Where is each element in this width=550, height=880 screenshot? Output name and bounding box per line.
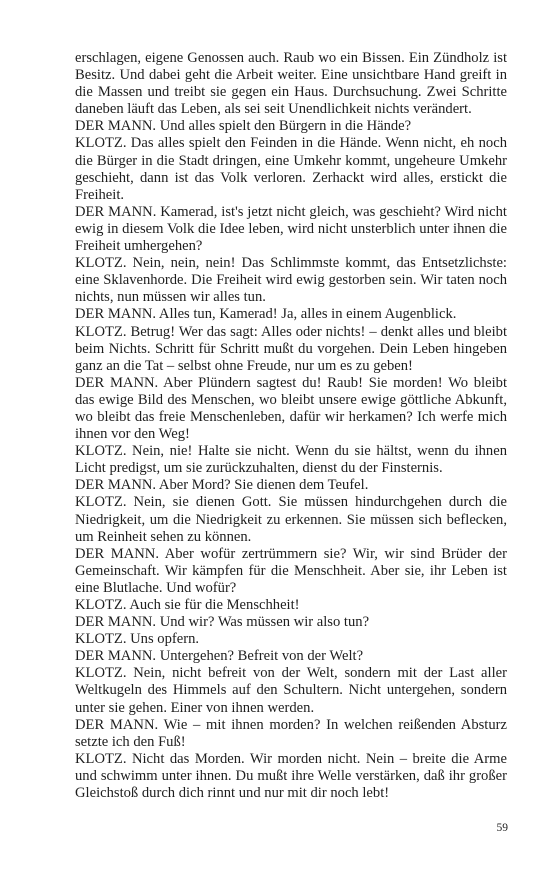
paragraph-4: DER MANN. Kamerad, ist's jetzt nicht gleich, was geschieht? Wird nicht ewig in diesem Volk die Idee leben, wird nicht unsterblich unter ihnen die Freiheit umhergehen? [75,203,507,255]
paragraph-17: KLOTZ. Nein, nicht befreit von der Welt, sondern mit der Last aller Weltkugeln des Himmels auf den Schultern. Nicht untergehen, sondern unter sie gehen. Einer von ihnen werden. [75,665,507,716]
paragraph-15: KLOTZ. Uns opfern. [75,631,200,648]
page-number: 59 [496,822,508,834]
paragraph-7: KLOTZ. Betrug! Wer das sagt: Alles oder nichts! – denkt alles und bleibt beim Nichts. Schritt für Schritt mußt du vorgehen. Dein Leben hingeben ganz an die Tat – selbst ohne Freude, nur um es zu geben! [75,323,507,374]
paragraph-13: KLOTZ. Auch sie für die Menschheit! [75,597,300,613]
paragraph-14: DER MANN. Und wir? Was müssen wir also tun? [75,614,370,631]
paragraph-2: DER MANN. Und alles spielt den Bürgern in die Hände? [75,118,412,135]
paragraph-3: KLOTZ. Das alles spielt den Feinden in die Hände. Wenn nicht, eh noch die Bürger in die Stadt dringen, eine Umkehr kommt, ungeheure Umkehr geschieht, dann ist das Volk verloren. Zerhackt wird alles, erstickt die Freiheit. [75,135,507,203]
paragraph-19: KLOTZ. Nicht das Morden. Wir morden nicht. Nein – breite die Arme und schwimm unter ihnen. Du mußt ihre Welle verstärken, daß ihr großer Gleichstoß durch dich rinnt und nur mit dir noch lebt! [75,750,507,802]
paragraph-5: KLOTZ. Nein, nein, nein! Das Schlimmste kommt, das Entsetzlichste: eine Sklavenhorde. Die Freiheit wird ewig gestorben sein. Wir taten noch nichts, nun müssen wir alles tun. [75,255,507,306]
paragraph-6: DER MANN. Alles tun, Kamerad! Ja, alles in einem Augenblick. [75,306,457,323]
paragraph-18: DER MANN. Wie – mit ihnen morden? In welchen reißenden Absturz setzte ich den Fuß! [75,716,507,750]
paragraph-16: DER MANN. Untergehen? Befreit von der Welt? [75,648,364,665]
body-text [75,50,507,802]
paragraph-9: KLOTZ. Nein, nie! Halte sie nicht. Wenn du sie hältst, wenn du ihnen Licht predigst, um sie zurückzuhalten, dienst du der Finsternis. [75,443,507,477]
paragraph-11: KLOTZ. Nein, sie dienen Gott. Sie müssen hindurchgehen durch die Niedrigkeit, um die Niedrigkeit zu erkennen. Sie müssen sich beflecken, um Reinheit sehen zu können. [75,494,507,545]
paragraph-1: erschlagen, eigene Genossen auch. Raub wo ein Bissen. Ein Zündholz ist Besitz. Und dabei geht die Arbeit weiter. Eine unsichtbare Hand greift in die Massen und treibt sie gegen ein Haus. Durchsuchung. Zwei Schritte daneben läuft das Leben, als sei seit Unendlichkeit nichts verändert. [75,50,507,118]
paragraph-12: DER MANN. Aber wofür zertrümmern sie? Wir, wir sind Brüder der Gemeinschaft. Wir kämpfen für die Menschheit. Aber sie, ihr Leben ist eine Blutlache. Und wofür? [75,545,507,596]
paragraph-10: DER MANN. Aber Mord? Sie dienen dem Teufel. [75,477,369,494]
paragraph-8: DER MANN. Aber Plündern sagtest du! Raub! Sie morden! Wo bleibt das ewige Bild des Menschen, wo bleibt unsere ewige göttliche Abkunft, wo bleibt das freie Menschenleben, dafür wir herkamen? Ich werfe mich ihnen vor den Weg! [75,374,507,443]
